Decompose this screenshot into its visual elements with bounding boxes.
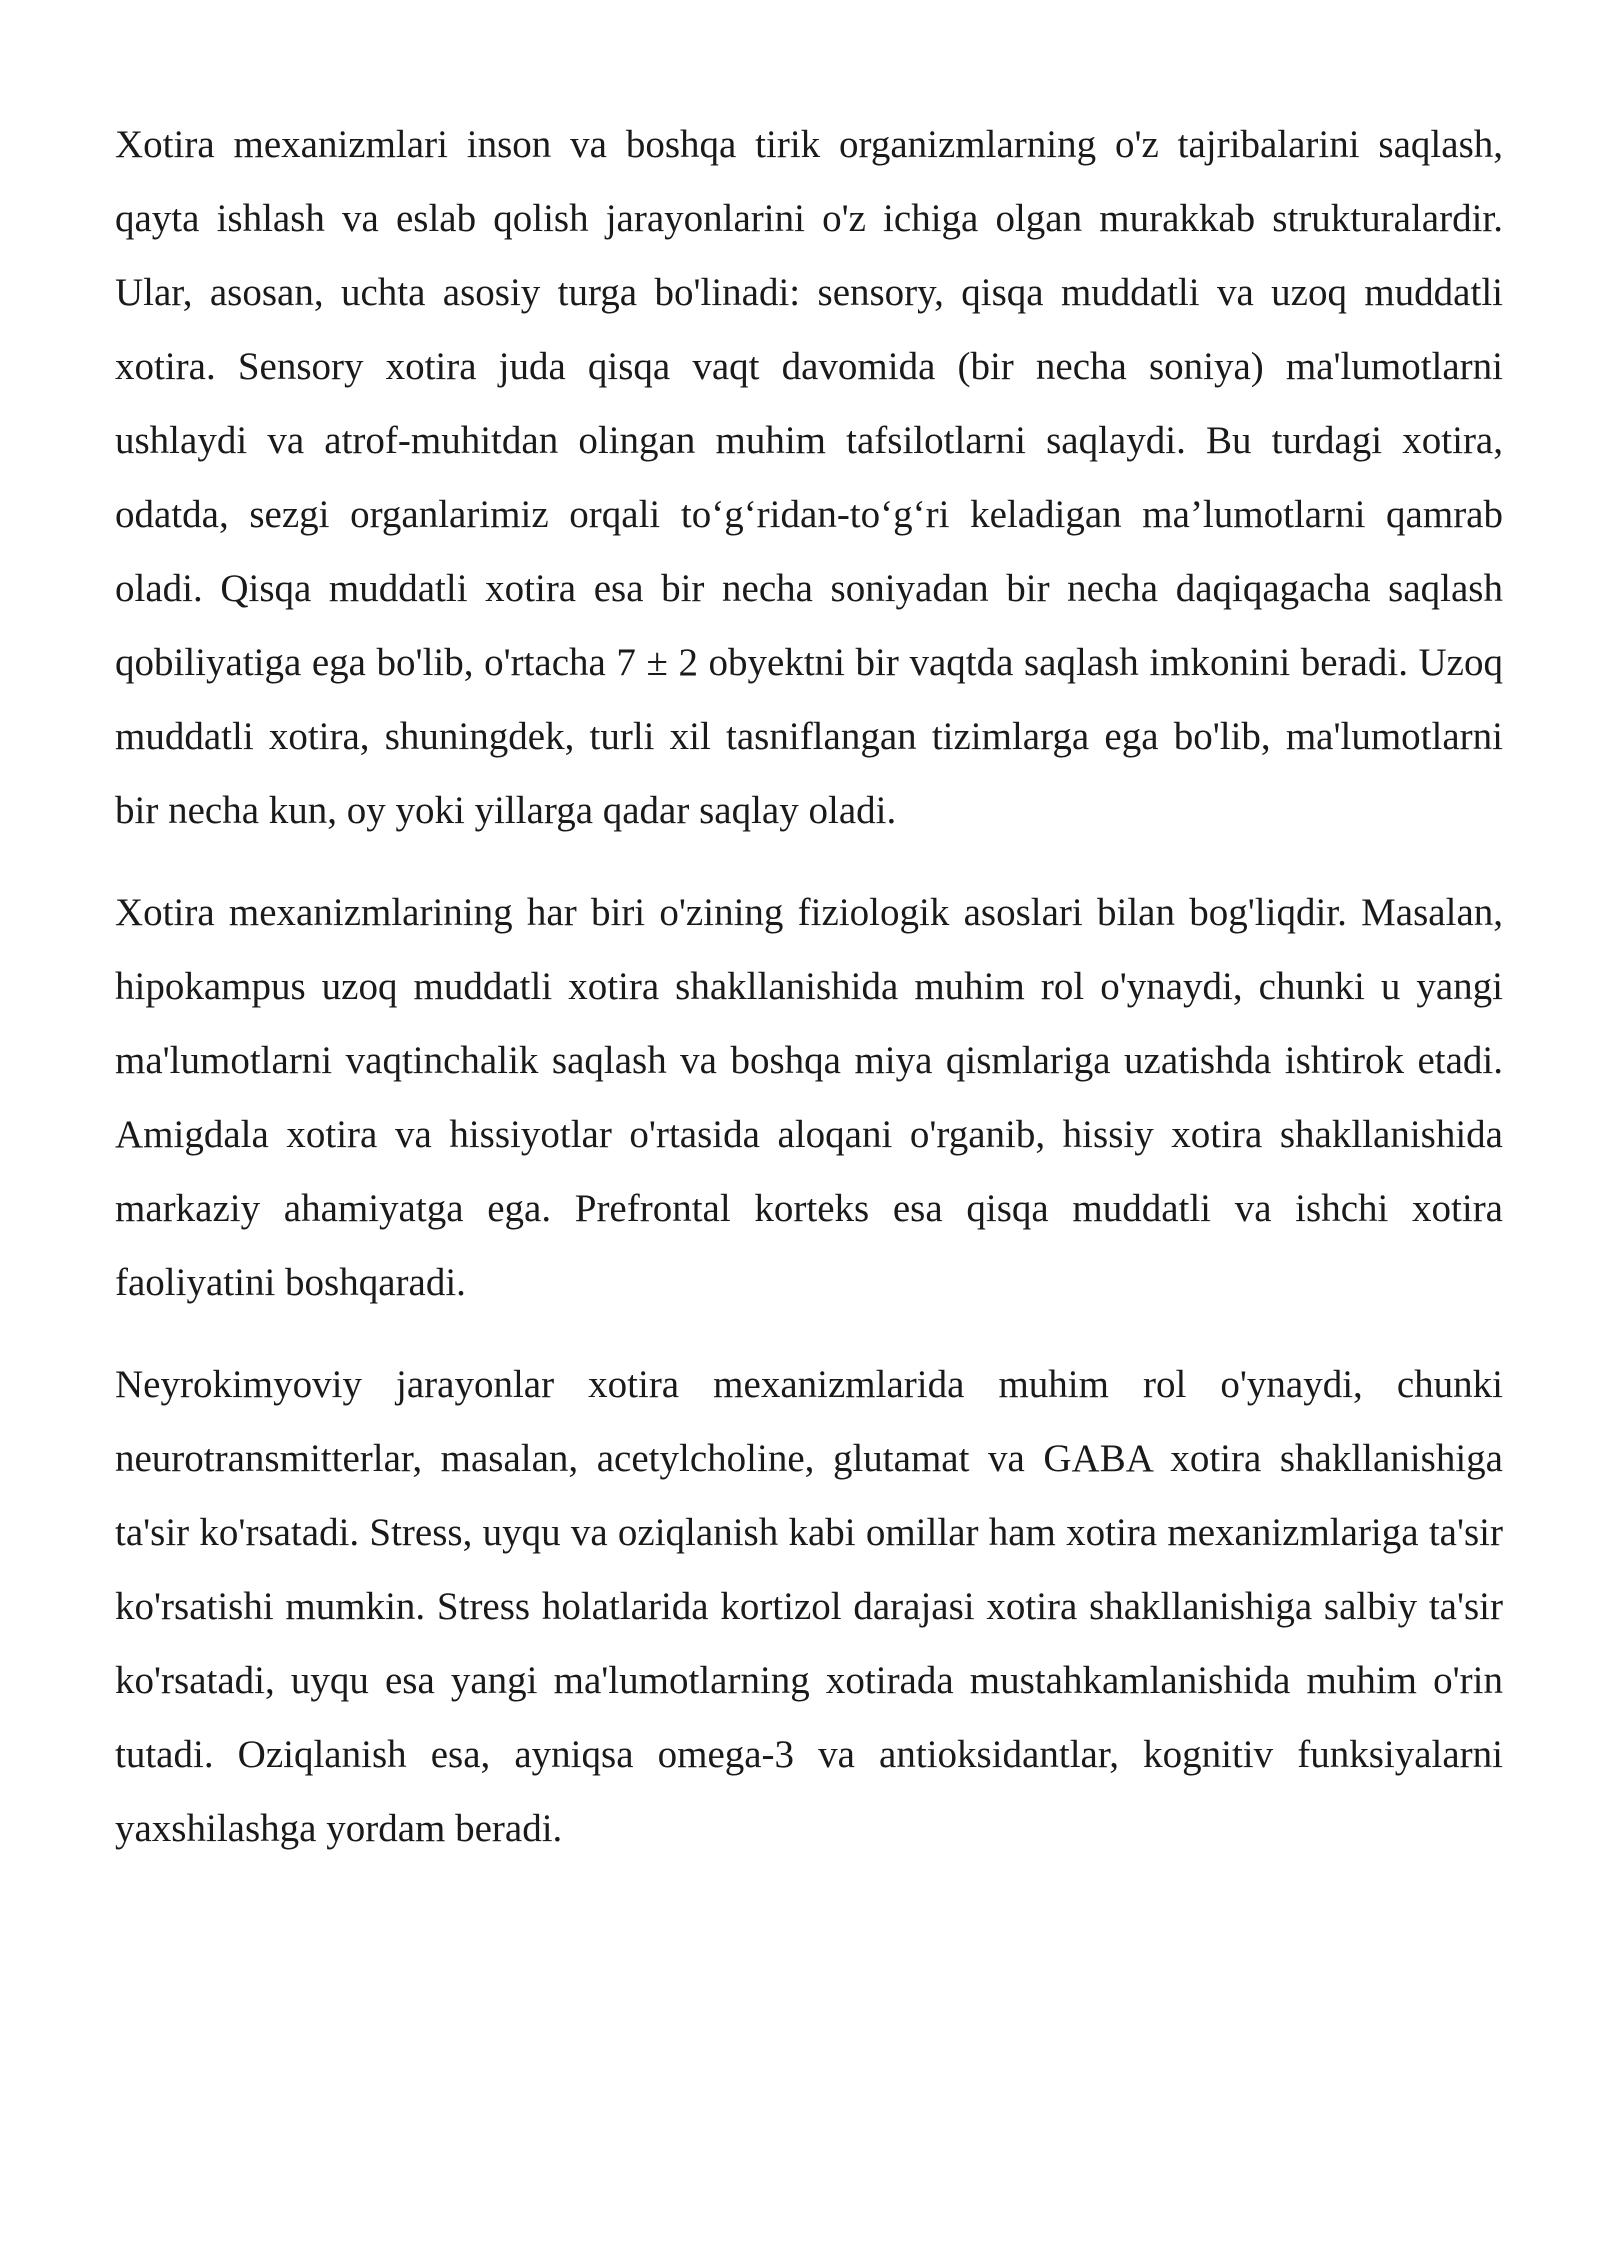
paragraph-memory-types: Xotira mexanizmlari inson va boshqa tirik organizmlarning o'z tajribalarini saqlash, qayta ishlash va eslab qolish jarayonlarini o'z ichiga olgan murakkab strukturalardir. Ular, asosan, uchta asosiy turga bo'linadi: sensory, qisqa muddatli va uzoq muddatli xotira. Sensory xotira juda qisqa vaqt davomida (bir necha soniya) ma'lumotlarni ushlaydi va atrof-muhitdan olingan muhim tafsilotlarni saqlaydi. Bu turdagi xotira, odatda, sezgi organlarimiz orqali to‘g‘ridan-to‘g‘ri keladigan ma’lumotlarni qamrab oladi. Qisqa muddatli xotira esa bir necha soniyadan bir necha daqiqagacha saqlash qobiliyatiga ega bo'lib, o'rtacha 7 ± 2 obyektni bir vaqtda saqlash imkonini beradi. Uzoq muddatli xotira, shuningdek, turli xil tasniflangan tizimlarga ega bo'lib, ma'lumotlarni bir necha kun, oy yoki yillarga qadar saqlay oladi.	[115, 123, 1503, 832]
paragraph-neurochemical-processes: Neyrokimyoviy jarayonlar xotira mexanizmlarida muhim rol o'ynaydi, chunki neurotransmitterlar, masalan, acetylcholine, glutamat va GABA xotira shakllanishiga ta'sir ko'rsatadi. Stress, uyqu va oziqlanish kabi omillar ham xotira mexanizmlariga ta'sir ko'rsatishi mumkin. Stress holatlarida kortizol darajasi xotira shakllanishiga salbiy ta'sir ko'rsatadi, uyqu esa yangi ma'lumotlarning xotirada mustahkamlanishida muhim o'rin tutadi. Oziqlanish esa, ayniqsa omega-3 va antioksidantlar, kognitiv funksiyalarni yaxshilashga yordam beradi.	[115, 1363, 1503, 1850]
document-page	[115, 108, 1503, 1894]
paragraph-physiological-basis: Xotira mexanizmlarining har biri o'zining fiziologik asoslari bilan bog'liqdir. Masalan, hipokampus uzoq muddatli xotira shakllanishida muhim rol o'ynaydi, chunki u yangi ma'lumotlarni vaqtinchalik saqlash va boshqa miya qismlariga uzatishda ishtirok etadi. Amigdala xotira va hissiyotlar o'rtasida aloqani o'rganib, hissiy xotira shakllanishida markaziy ahamiyatga ega. Prefrontal korteks esa qisqa muddatli va ishchi xotira faoliyatini boshqaradi.	[115, 891, 1503, 1304]
